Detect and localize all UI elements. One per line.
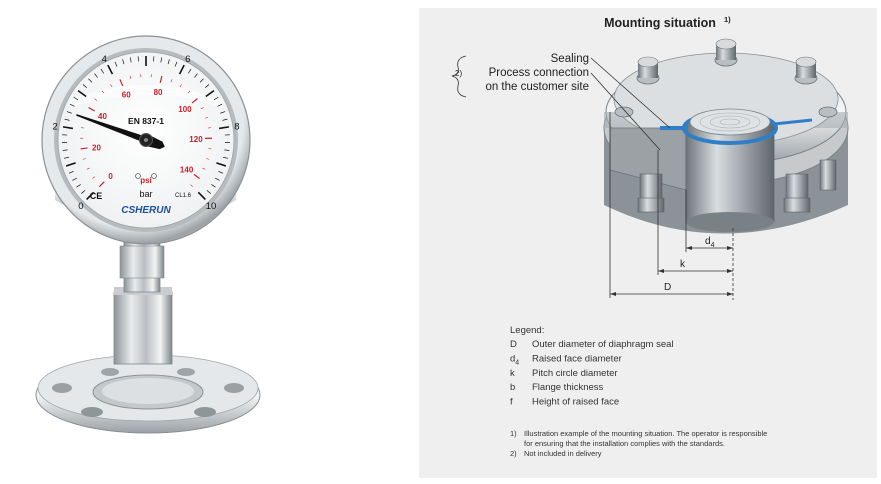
note-1-line-2: for ensuring that the installation complies with the standards.: [524, 439, 725, 448]
psi-tick-label: 0: [108, 171, 113, 181]
diagram-title-note: 1): [724, 15, 731, 24]
bar-tick-label: 4: [101, 54, 107, 66]
gauge-illustration: [36, 36, 260, 433]
diagram-title: Mounting situation: [604, 16, 716, 30]
psi-tick-label: 120: [189, 135, 203, 145]
bar-tick-label: 8: [234, 121, 240, 133]
bolt-head: [615, 107, 633, 117]
psi-tick-label: 100: [178, 105, 192, 115]
bar-tick-label: 10: [205, 201, 217, 213]
legend-symbol: D: [510, 339, 517, 350]
legend-symbol: $d_4$: [510, 353, 520, 367]
process-cylinder: [686, 122, 774, 222]
psi-tick-label: 60: [121, 90, 131, 100]
bolt-head: [819, 107, 837, 117]
unit-psi-label: psi: [140, 176, 152, 185]
legend-symbol: f: [510, 396, 513, 408]
psi-tick-label: 20: [92, 143, 101, 153]
bar-tick-label: 6: [185, 54, 191, 66]
note-1-marker: 1): [510, 429, 517, 438]
legend-description: Flange thickness: [532, 382, 604, 394]
note-1-line-1: Illustration example of the mounting situation. The operator is responsible: [524, 429, 768, 438]
flange-bolt-hole: [81, 407, 103, 417]
flange-bolt-hole: [52, 383, 72, 393]
dim-D-label: D: [664, 282, 672, 293]
flange-bolt-hole: [101, 368, 119, 376]
legend-heading: Legend:: [510, 325, 545, 336]
note-2-line-1: Not included in delivery: [524, 449, 602, 458]
flange-bolt-hole: [224, 383, 244, 393]
legend-description: Raised face diameter: [532, 353, 622, 365]
flange-bolt-hole: [177, 368, 195, 376]
legend-description: Height of raised face: [532, 396, 620, 408]
dim-k-label: k: [680, 259, 685, 270]
flange-bolt-hole: [194, 407, 216, 417]
legend-symbol: k: [510, 367, 515, 379]
callout-marker: 2): [455, 69, 463, 78]
legend-description: Outer diameter of diaphragm seal: [532, 339, 674, 350]
unit-bar-label: bar: [139, 189, 153, 199]
brand-logo: CSHERUN: [121, 205, 171, 216]
accuracy-class-label: CL1.6: [174, 193, 192, 199]
mounting-diagram-panel: [419, 8, 877, 478]
psi-tick-label: 40: [98, 111, 107, 121]
callout-process-connection-2: on the customer site: [485, 81, 589, 93]
dim-d4-label: $d_4$: [705, 236, 715, 249]
callout-process-connection-1: Process connection: [488, 67, 589, 79]
flange-assembly: [604, 39, 848, 234]
bar-tick-label: 0: [78, 201, 84, 213]
legend-description: Pitch circle diameter: [532, 367, 618, 379]
psi-tick-label: 80: [153, 87, 163, 97]
note-2-marker: 2): [510, 449, 517, 458]
bar-tick-label: 2: [52, 121, 58, 133]
callout-sealing: Sealing: [550, 53, 589, 65]
gauge-standard-label: EN 837-1: [128, 116, 164, 126]
ce-mark: CE: [89, 191, 103, 201]
psi-tick-label: 140: [179, 165, 194, 175]
hex-adapter: [114, 292, 172, 364]
legend-symbol: b: [510, 382, 516, 394]
